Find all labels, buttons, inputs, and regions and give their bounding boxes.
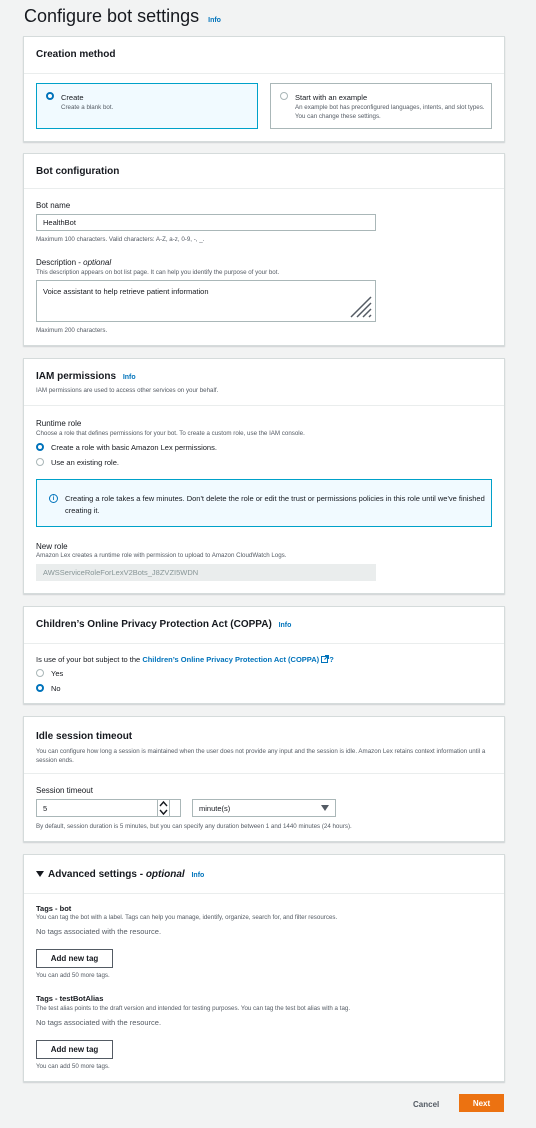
existing-role-radio[interactable] (36, 458, 44, 466)
optional-text: optional (83, 258, 112, 267)
unit-select-value: minute(s) (199, 803, 231, 813)
coppa-question-end: ? (329, 655, 334, 664)
coppa-panel (23, 606, 505, 704)
optional-text: optional (145, 869, 185, 880)
stepper[interactable] (157, 799, 170, 817)
iam-header-text: IAM permissions (36, 371, 117, 382)
caret-down-icon[interactable] (36, 871, 44, 877)
advanced-toggle[interactable] (36, 869, 204, 880)
coppa-header-text: Children’s Online Privacy Protection Act (COPPA) (36, 619, 272, 630)
info-link[interactable]: Info (122, 374, 136, 381)
cancel-button[interactable]: Cancel (413, 1100, 440, 1109)
bot-name-value: HealthBot (43, 218, 76, 227)
bot-name-input[interactable] (36, 214, 376, 231)
more-tags-alias: You can add 50 more tags. (36, 1063, 110, 1070)
session-timeout-input[interactable] (36, 799, 170, 817)
caret-down-icon (321, 805, 329, 811)
new-role-help: Amazon Lex creates a runtime role with permission to upload to Amazon CloudWatch Logs. (36, 552, 287, 559)
coppa-yes-radio[interactable] (36, 669, 44, 677)
advanced-header-text: Advanced settings - (48, 869, 146, 880)
add-tag-bot-button[interactable]: Add new tag (36, 949, 113, 968)
coppa-question (36, 655, 334, 664)
coppa-question-text: Is use of your bot subject to the (36, 655, 143, 664)
description-value: Voice assistant to help retrieve patient information (43, 287, 209, 296)
new-role-value: AWSServiceRoleForLexV2Bots_J8ZVZI5WDN (43, 568, 199, 577)
section-header (36, 371, 136, 382)
info-link[interactable]: Info (278, 622, 292, 629)
example-tile[interactable] (270, 83, 492, 129)
example-radio[interactable] (280, 92, 288, 100)
session-timeout-value: 5 (43, 803, 48, 813)
existing-role-option[interactable]: Use an existing role. (51, 458, 119, 467)
info-link[interactable]: Info (191, 872, 205, 879)
create-role-radio[interactable] (36, 443, 44, 451)
coppa-no-radio[interactable] (36, 684, 44, 692)
new-role-label: New role (36, 542, 68, 551)
alert-text: Creating a role takes a few minutes. Don't delete the role or edit the trust or permissions policies in this role until we've finished creating it. (65, 494, 485, 515)
section-header: Creation method (36, 49, 116, 60)
example-title: Start with an example (295, 93, 368, 102)
description-help: This description appears on bot list page. It can help you identify the purpose of your bot. (36, 269, 280, 276)
description-textarea[interactable] (36, 280, 376, 322)
create-tile[interactable] (36, 83, 258, 129)
bot-name-hint: Maximum 100 characters. Valid characters: A-Z, a-z, 0-9, -, _. (36, 236, 205, 243)
divider (24, 405, 504, 406)
bot-name-label: Bot name (36, 201, 71, 210)
coppa-link[interactable]: Children’s Online Privacy Protection Act (COPPA) (142, 655, 320, 664)
info-alert (36, 479, 492, 527)
iam-permissions-panel (23, 358, 505, 594)
idle-session-panel (23, 716, 505, 842)
no-tags-alias: No tags associated with the resource. (36, 1018, 162, 1027)
create-title: Create (61, 93, 84, 102)
runtime-role-help: Choose a role that defines permissions for your bot. To create a custom role, use the IAM console. (36, 430, 305, 437)
create-radio[interactable] (46, 92, 54, 100)
create-role-option[interactable]: Create a role with basic Amazon Lex permissions. (51, 443, 217, 452)
session-timeout-label: Session timeout (36, 786, 93, 795)
idle-desc: You can configure how long a session is maintained when the user does not provide any input and the session is idle. Amazon Lex retains context information until a session ends. (36, 748, 486, 764)
description-hint: Maximum 200 characters. (36, 327, 108, 334)
tags-bot-label: Tags - bot (36, 904, 72, 913)
info-link[interactable]: Info (208, 17, 221, 24)
next-button[interactable]: Next (459, 1094, 504, 1112)
section-header: Idle session timeout (36, 731, 133, 742)
unit-select[interactable] (192, 799, 336, 817)
info-circle-icon: i (49, 494, 58, 503)
divider (24, 773, 504, 774)
example-desc: An example bot has preconfigured languages, intents, and slot types. You can change these settings. (295, 104, 485, 120)
section-header (36, 619, 291, 630)
more-tags-bot: You can add 50 more tags. (36, 972, 110, 979)
timeout-hint: By default, session duration is 5 minutes, but you can specify any duration between 1 and 1440 minutes (24 hours). (36, 823, 352, 830)
runtime-role-label: Runtime role (36, 419, 82, 428)
advanced-settings-panel (23, 854, 505, 1082)
coppa-no-label[interactable]: No (51, 684, 61, 693)
description-label (36, 258, 111, 267)
creation-method-panel (23, 36, 505, 142)
tags-bot-desc: You can tag the bot with a label. Tags can help you manage, identify, organize, search for, and filter resources. (36, 914, 338, 921)
divider (24, 73, 504, 74)
new-role-field (36, 564, 376, 581)
bot-configuration-panel (23, 153, 505, 346)
chevron-down-icon[interactable] (158, 808, 169, 816)
divider (24, 893, 504, 894)
coppa-yes-label[interactable]: Yes (51, 669, 64, 678)
page-title-text: Configure bot settings (24, 6, 200, 26)
description-label-text: Description - (36, 258, 84, 267)
section-header: Bot configuration (36, 166, 120, 177)
iam-subtitle: IAM permissions are used to access other services on your behalf. (36, 387, 219, 394)
stepper-gap (170, 799, 181, 817)
tags-alias-label: Tags - testBotAlias (36, 994, 104, 1003)
divider (24, 188, 504, 189)
add-tag-alias-button[interactable]: Add new tag (36, 1040, 113, 1059)
no-tags-bot: No tags associated with the resource. (36, 927, 162, 936)
resize-handle-icon[interactable] (347, 293, 373, 319)
page-title (24, 6, 221, 27)
divider (24, 643, 504, 644)
tags-alias-desc: The test alias points to the draft version and intended for testing purposes. You can tag the test bot alias with a tag. (36, 1005, 351, 1012)
chevron-up-icon[interactable] (158, 800, 169, 808)
create-desc: Create a blank bot. (61, 104, 114, 111)
